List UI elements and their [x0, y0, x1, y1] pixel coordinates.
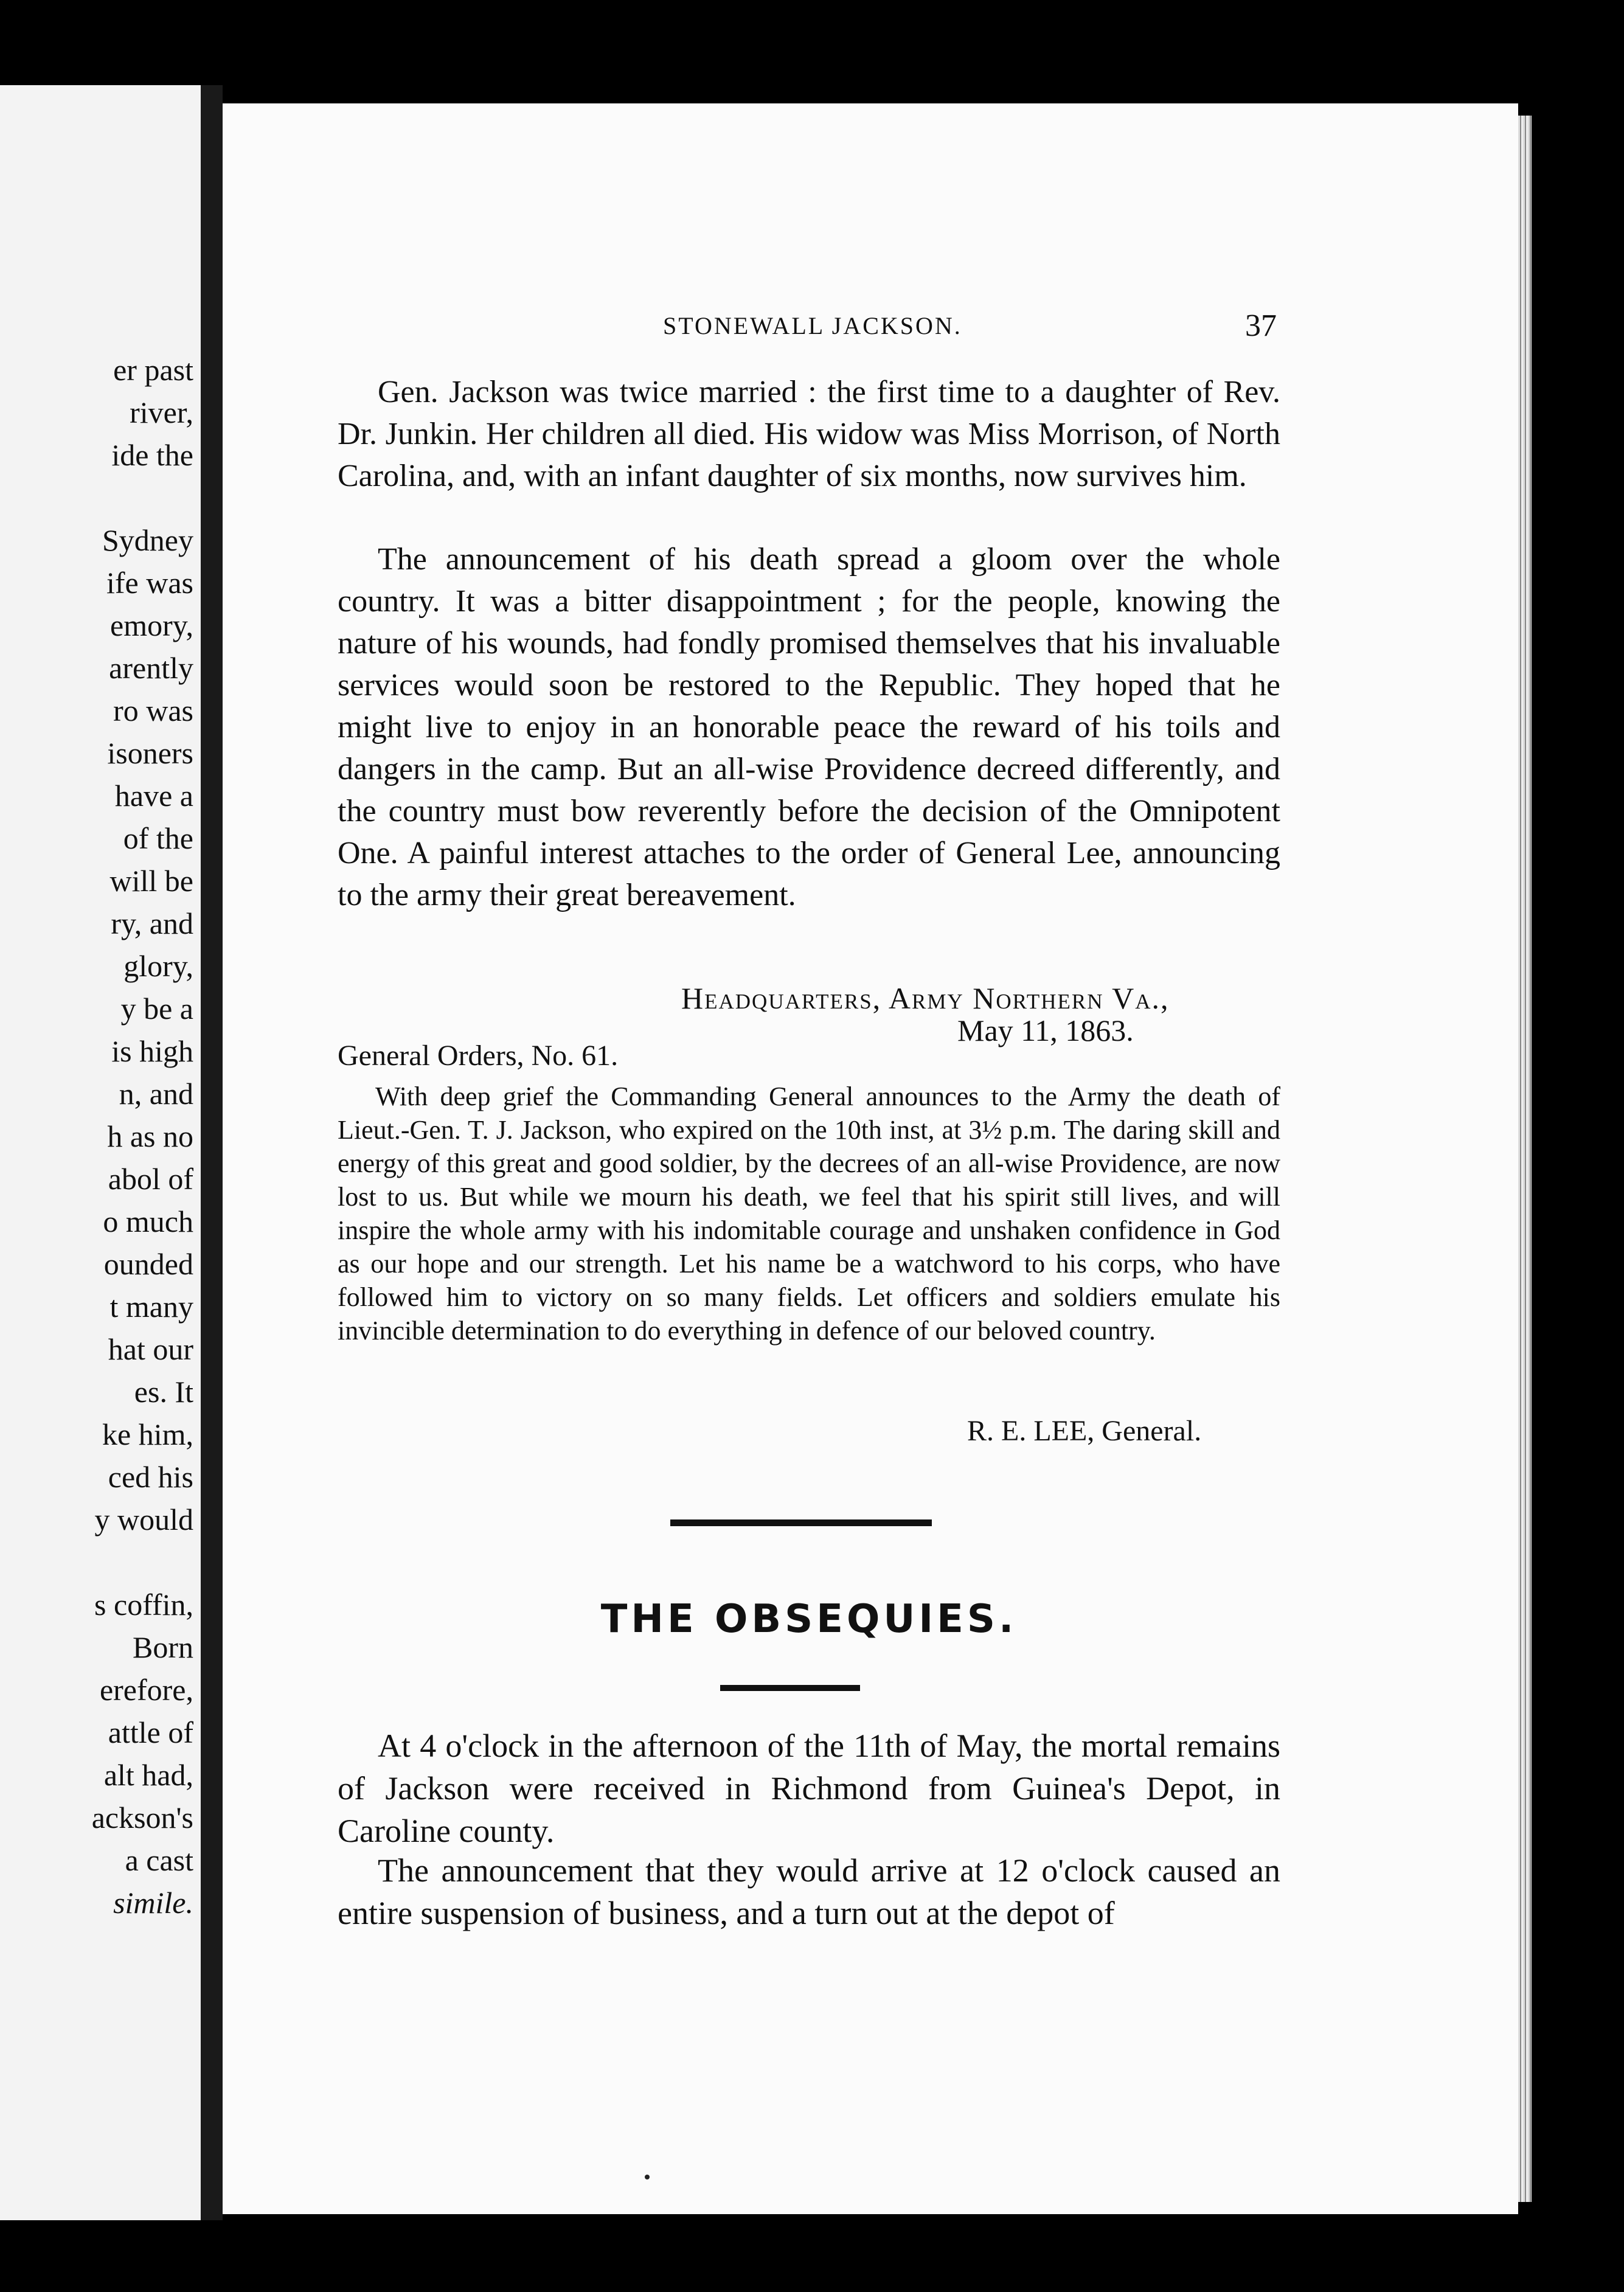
order-date: May 11, 1863.	[957, 1013, 1134, 1047]
left-page-line: have a	[114, 779, 193, 813]
heading-underline-rule	[720, 1685, 860, 1691]
ink-speck	[645, 2175, 650, 2179]
left-page-line: ry, and	[111, 906, 193, 940]
left-page-line: ife was	[106, 566, 193, 600]
order-headquarters: Headquarters, Army Northern Va.,	[681, 981, 1170, 1015]
left-page-line: arently	[109, 651, 193, 685]
left-page-line: er past	[113, 353, 193, 387]
left-page-line: ounded	[103, 1247, 193, 1281]
left-page-line: ro was	[113, 693, 193, 728]
left-page-line: erefore,	[99, 1673, 193, 1707]
left-page-line: simile.	[113, 1886, 193, 1920]
order-body: With deep grief the Commanding General announces to the Army the death of Lieut.-Gen. T. J. Jackson, who expired on the 10th inst, at 3½ p.m. The daring skill and energy of this great and good soldier, by the decrees of an all-wise Providence, are now lost to us. But while we mourn his death, we feel that his spirit still lives, and will inspire the whole army with his indomitable courage and unshaken confidence in God as our hope and our strength. Let his name be a watchword to his corps, who have followed him to victory on so many fields. Let officers and soldiers emulate his invincible determination to do everything in defence of our beloved country.	[338, 1082, 1280, 1346]
left-page-line: ke him,	[102, 1417, 193, 1451]
left-page-line: abol of	[108, 1162, 193, 1196]
page-edge	[1518, 116, 1532, 2202]
left-page-line: t many	[109, 1290, 193, 1324]
section-heading: THE OBSEQUIES.	[600, 1597, 1018, 1642]
left-page-line: glory,	[123, 949, 193, 983]
paragraph-text: Gen. Jackson was twice married : the first time to a daughter of Rev. Dr. Junkin. Her children all died. His widow was Miss Morrison, of North Carolina, and, with an infant daughter of six months, now survives him.	[338, 375, 1280, 493]
order-signature: R. E. LEE, General.	[967, 1415, 1202, 1447]
paragraph-marriage	[338, 371, 1280, 497]
left-page-line: y would	[94, 1502, 193, 1537]
left-page-line: emory,	[110, 608, 193, 642]
paragraph-obsequies-2	[338, 1849, 1280, 1934]
page-number: 37	[1245, 308, 1277, 343]
left-page-line: s coffin,	[94, 1588, 193, 1622]
left-page-line: attle of	[108, 1715, 193, 1749]
paragraph-obsequies-1	[338, 1724, 1280, 1852]
left-page-line: river,	[130, 395, 193, 429]
left-page-line: y be a	[120, 991, 193, 1026]
left-page-line: a cast	[125, 1843, 193, 1877]
left-page-line: of the	[123, 821, 193, 855]
left-page-line: Sydney	[102, 523, 193, 557]
left-page-line: ced his	[108, 1460, 193, 1494]
left-page-line: o much	[103, 1204, 193, 1238]
section-divider-rule	[670, 1519, 932, 1526]
left-page-line: alt had,	[103, 1758, 193, 1792]
left-page-line: n, and	[119, 1077, 193, 1111]
book-gutter	[201, 85, 223, 2220]
left-facing-page	[0, 85, 201, 2220]
paragraph-announcement	[338, 538, 1280, 916]
left-page-line: isoners	[107, 736, 193, 770]
left-page-line: ackson's	[91, 1801, 193, 1835]
left-page-line: es. It	[134, 1375, 193, 1409]
left-page-line: Born	[133, 1630, 193, 1664]
paragraph-text: The announcement that they would arrive at 12 o'clock caused an entire suspension of business, and a turn out at the depot of	[338, 1852, 1280, 1931]
left-page-line: hat our	[108, 1332, 193, 1366]
left-page-line: h as no	[107, 1119, 193, 1153]
running-head: STONEWALL JACKSON.	[663, 312, 962, 339]
order-number: General Orders, No. 61.	[338, 1040, 619, 1072]
left-page-line: ide the	[111, 438, 193, 472]
left-page-line: will be	[109, 864, 193, 898]
paragraph-text: At 4 o'clock in the afternoon of the 11th of May, the mortal remains of Jackson were received in Richmond from Guinea's Depot, in Caroline county.	[338, 1728, 1280, 1849]
general-order	[338, 1080, 1280, 1347]
left-page-line: is high	[111, 1034, 193, 1068]
paragraph-text: The announcement of his death spread a gloom over the whole country. It was a bitter disappointment ; for the people, knowing the nature of his wounds, had fondly promised themselves that his invaluable services would soon be restored to the Republic. They hoped that he might live to enjoy in an honorable peace the reward of his toils and dangers in the camp. But an all-wise Providence decreed differently, and the country must bow reverently before the decision of the Omnipotent One. A painful interest attaches to the order of General Lee, announcing to the army their great bereavement.	[338, 542, 1280, 912]
